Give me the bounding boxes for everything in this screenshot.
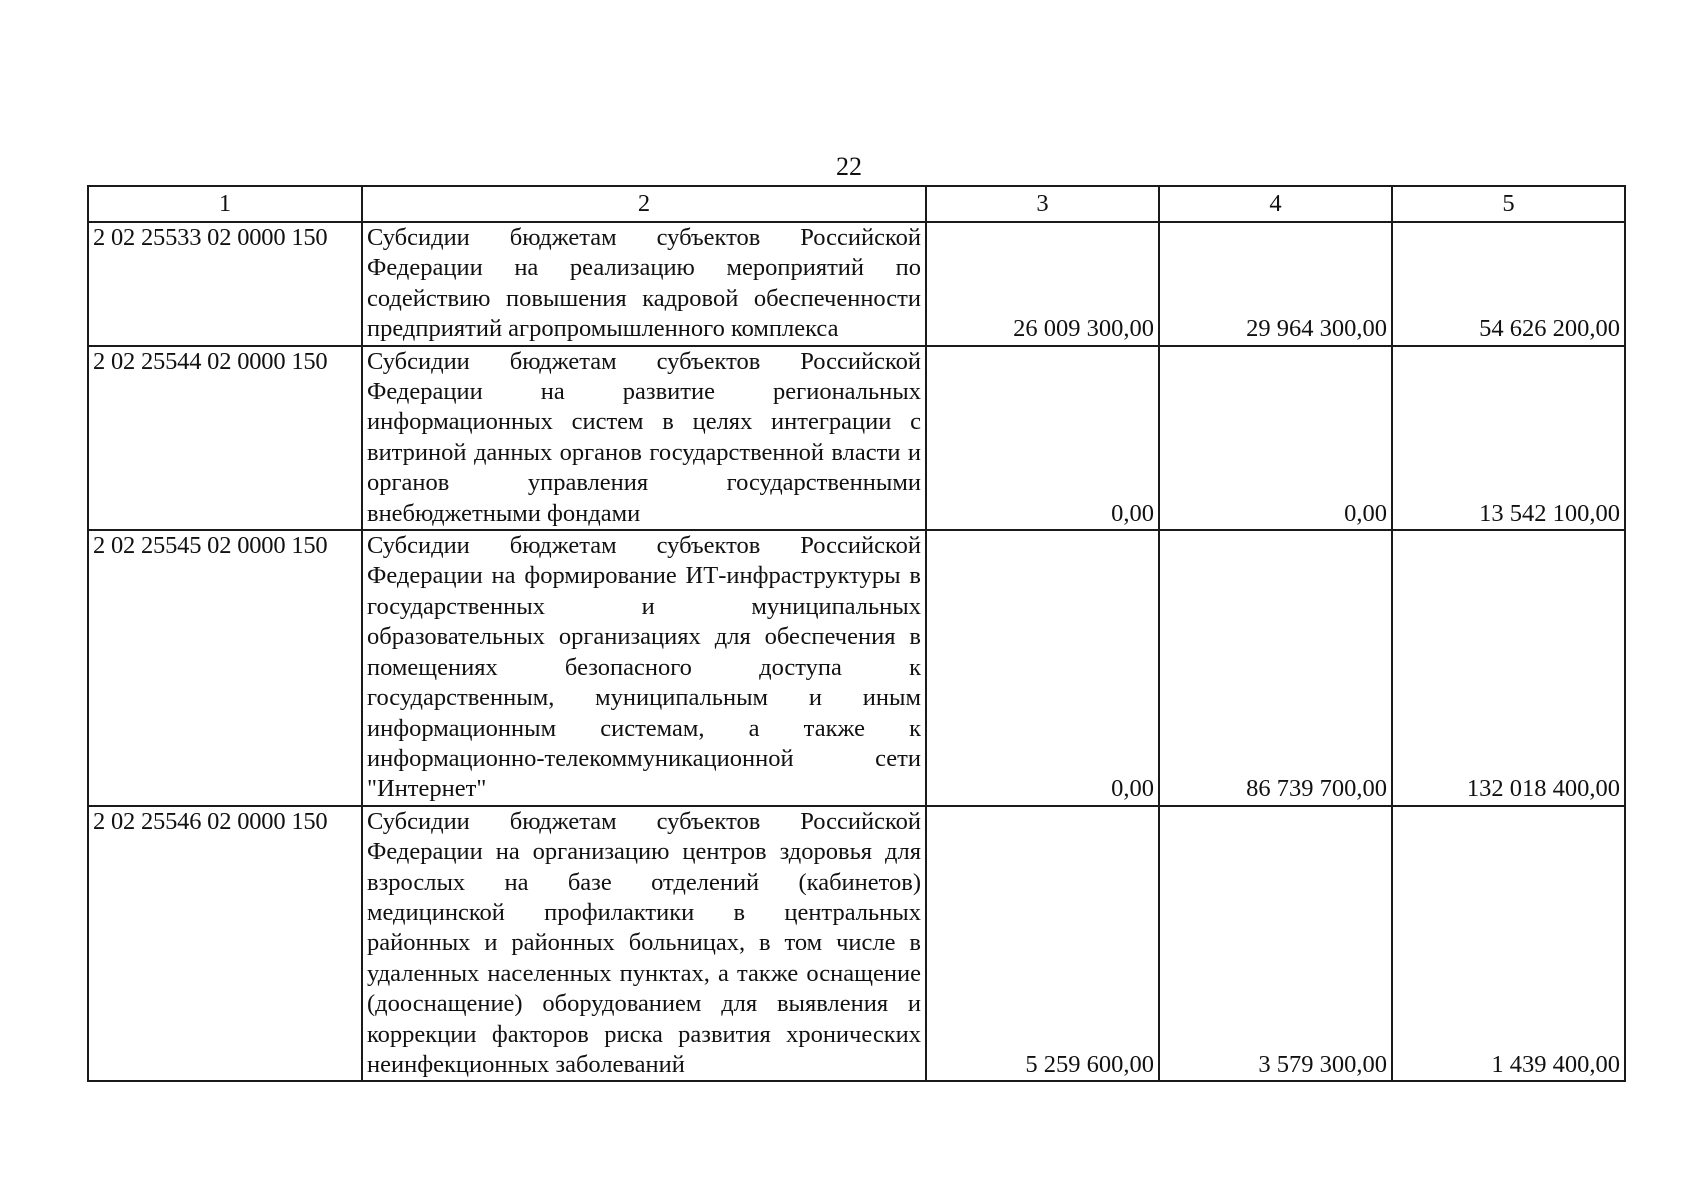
amount-cell-col5: 54 626 200,00 [1392,222,1625,346]
column-header: 2 [362,186,926,222]
budget-table [87,185,1626,1082]
budget-code-cell: 2 02 25533 02 0000 150 [88,222,362,346]
table-row [88,530,1625,806]
budget-code-cell: 2 02 25546 02 0000 150 [88,806,362,1082]
amount-cell-col3: 26 009 300,00 [926,222,1159,346]
table-row [88,806,1625,1082]
column-header: 1 [88,186,362,222]
amount-cell-col3: 0,00 [926,346,1159,530]
amount-cell-col5: 132 018 400,00 [1392,530,1625,806]
amount-cell-col3: 0,00 [926,530,1159,806]
description-cell: Субсидии бюджетам субъектов Российской Федерации на реализацию мероприятий по содействию повышения кадровой обеспеченности предприятий агропромышленного комплекса [362,222,926,346]
amount-cell-col5: 1 439 400,00 [1392,806,1625,1082]
table-row [88,346,1625,530]
column-header: 5 [1392,186,1625,222]
description-cell: Субсидии бюджетам субъектов Российской Федерации на развитие региональных информационных систем в целях интеграции с витриной данных органов государственной власти и органов управления государственными внебюджетными фондами [362,346,926,530]
budget-code-cell: 2 02 25544 02 0000 150 [88,346,362,530]
amount-cell-col3: 5 259 600,00 [926,806,1159,1082]
column-header: 4 [1159,186,1392,222]
description-cell: Субсидии бюджетам субъектов Российской Федерации на формирование ИТ-инфраструктуры в государственных и муниципальных образовательных организациях для обеспечения в помещениях безопасного доступа к государственным, муниципальным и иным информационным системам, а также к информационно-телекоммуникационной сети "Интернет" [362,530,926,806]
column-header: 3 [926,186,1159,222]
table-header-row [88,186,1625,222]
amount-cell-col4: 86 739 700,00 [1159,530,1392,806]
budget-code-cell: 2 02 25545 02 0000 150 [88,530,362,806]
table-row [88,222,1625,346]
amount-cell-col4: 0,00 [1159,346,1392,530]
amount-cell-col5: 13 542 100,00 [1392,346,1625,530]
amount-cell-col4: 29 964 300,00 [1159,222,1392,346]
description-cell: Субсидии бюджетам субъектов Российской Федерации на организацию центров здоровья для взрослых на базе отделений (кабинетов) медицинской профилактики в центральных районных и районных больницах, в том числе в удаленных населенных пунктах, а также оснащение (дооснащение) оборудованием для выявления и коррекции факторов риска развития хронических неинфекционных заболеваний [362,806,926,1082]
amount-cell-col4: 3 579 300,00 [1159,806,1392,1082]
page-number: 22 [836,152,862,181]
